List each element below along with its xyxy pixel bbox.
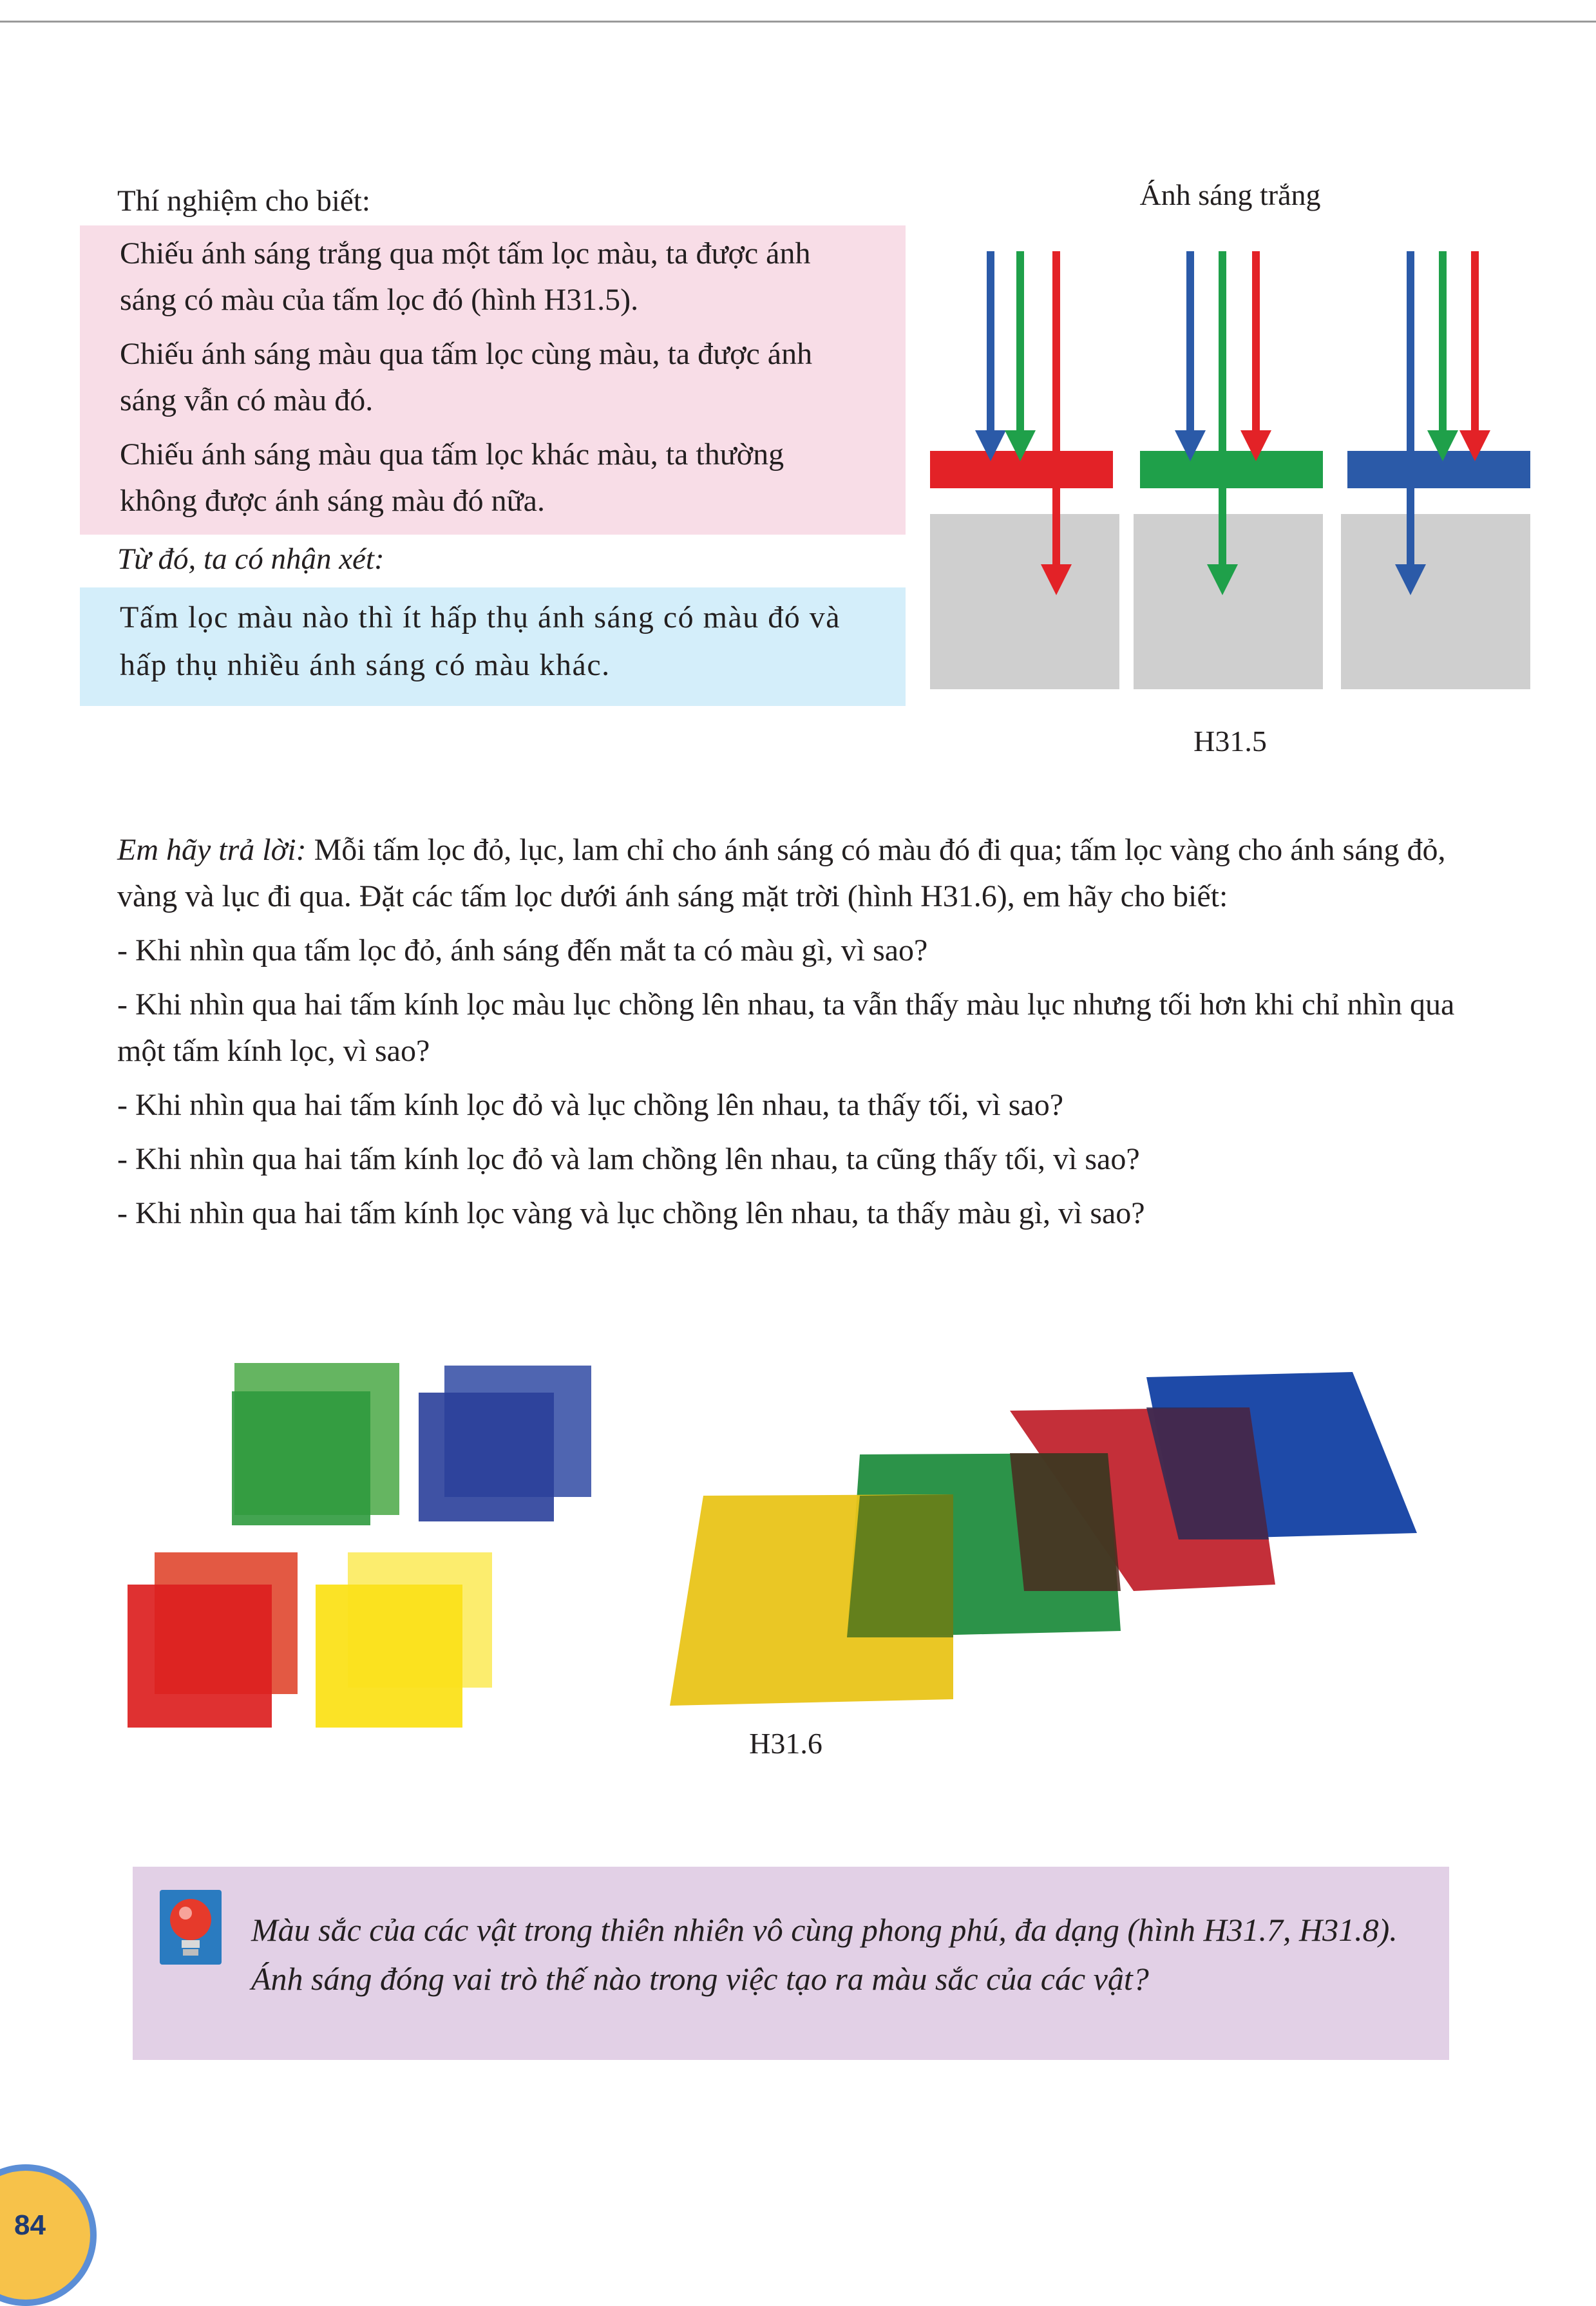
screen-block-3 — [1341, 514, 1530, 689]
lightbulb-icon — [160, 1890, 222, 1965]
white-light-label: Ánh sáng trắng — [1139, 178, 1321, 211]
question-note-box — [133, 1867, 1449, 2060]
question-item: - Khi nhìn qua hai tấm kính lọc màu lục chồng lên nhau, ta vẫn thấy màu lục nhưng tối hơn khi chỉ nhìn qua một tấm kính lọc, vì sao? — [117, 987, 1455, 1068]
question-item: - Khi nhìn qua hai tấm kính lọc đỏ và lam chồng lên nhau, ta cũng thấy tối, vì sao? — [117, 1142, 1140, 1176]
experiment-paragraph-1: Chiếu ánh sáng trắng qua một tấm lọc màu, ta được ánh sáng có màu của tấm lọc đó (hình H31.5). — [120, 236, 811, 317]
experiment-paragraph-3: Chiếu ánh sáng màu qua tấm lọc khác màu, ta thường không được ánh sáng màu đó nữa. — [120, 437, 784, 518]
question-item: - Khi nhìn qua tấm lọc đỏ, ánh sáng đến mắt ta có màu gì, vì sao? — [117, 933, 928, 967]
green-filter — [1140, 451, 1323, 488]
yellow-filter-sheet-front — [316, 1585, 462, 1728]
blue-filter-sheet-front — [419, 1393, 554, 1521]
caption-h31-6: H31.6 — [749, 1727, 822, 1760]
intro-lead: Thí nghiệm cho biết: — [117, 184, 370, 218]
remark-label: Từ đó, ta có nhận xét: — [117, 542, 385, 576]
red-filter-sheet-front — [128, 1585, 272, 1728]
experiment-box — [80, 225, 906, 535]
yellow-green-overlap — [847, 1494, 953, 1637]
questions-intro-label: Em hãy trả lời: — [117, 833, 307, 867]
question-item: - Khi nhìn qua hai tấm kính lọc vàng và lục chồng lên nhau, ta thấy màu gì, vì sao? — [117, 1196, 1145, 1230]
red-filter — [930, 451, 1113, 488]
red-green-overlap — [1010, 1453, 1121, 1591]
screen-block-1 — [930, 514, 1119, 689]
green-filter-sheet-front — [232, 1391, 370, 1525]
top-rule — [0, 21, 1596, 23]
experiment-paragraph-2: Chiếu ánh sáng màu qua tấm lọc cùng màu, ta được ánh sáng vẫn có màu đó. — [120, 337, 813, 417]
question-item: - Khi nhìn qua hai tấm kính lọc đỏ và lục chồng lên nhau, ta thấy tối, vì sao? — [117, 1088, 1063, 1122]
blue-filter — [1347, 451, 1530, 488]
page-number: 84 — [14, 2209, 46, 2241]
filter-diagram-h31-5 — [921, 238, 1565, 702]
questions-intro — [117, 827, 1457, 920]
questions-section — [117, 827, 1457, 1244]
screen-block-2 — [1134, 514, 1323, 689]
note-text: Màu sắc của các vật trong thiên nhiên vô cùng phong phú, đa dạng (hình H31.7, H31.8). Ánh sáng đóng vai trò thế nào trong việc tạo ra màu sắc của các vật? — [251, 1912, 1398, 1997]
conclusion-box: Tấm lọc màu nào thì ít hấp thụ ánh sáng có màu đó và hấp thụ nhiều ánh sáng có màu khác. — [80, 587, 906, 706]
questions-intro-text: Mỗi tấm lọc đỏ, lục, lam chỉ cho ánh sáng có màu đó đi qua; tấm lọc vàng cho ánh sáng đỏ, vàng và lục đi qua. Đặt các tấm lọc dưới ánh sáng mặt trời (hình H31.6), em hãy cho biết: — [117, 833, 1446, 913]
color-filters-photo-h31-6 — [116, 1346, 1436, 1739]
caption-h31-5: H31.5 — [1193, 725, 1267, 758]
